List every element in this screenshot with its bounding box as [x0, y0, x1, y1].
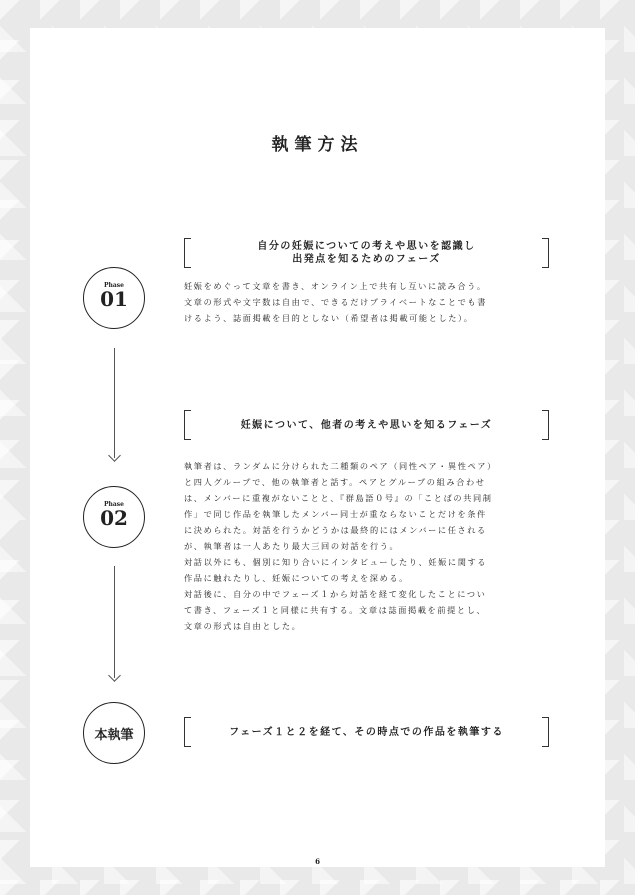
final-writing-label: 本執筆 [94, 727, 134, 743]
arrow-down-icon [108, 449, 121, 462]
phase-02-body-line: 作品に触れたりし、妊娠についての考えを深める。 [184, 573, 409, 583]
phase-02-body-line: は、メンバーに重複がないことと、『群島語０号』の「ことばの共同制 [184, 493, 493, 503]
phase-01-heading-line2: 出発点を知るためのフェーズ [292, 254, 441, 265]
phase-02-body-line: て書き、フェーズ１と同様に共有する。文章は誌面掲載を前提とし、 [184, 605, 487, 615]
phase-02-body-line: 対話後に、自分の中でフェーズ１から対話を経て変化したことについ [184, 589, 487, 599]
connector-line-1 [114, 348, 115, 458]
phase-01-body-line: 文章の形式や文字数は自由で、できるだけプライベートなことでも書 [184, 297, 488, 307]
phase-01-number: 01 [100, 287, 128, 311]
phase-02-body [184, 458, 552, 634]
final-heading: フェーズ１と２を経て、その時点での作品を執筆する [229, 726, 504, 738]
connector-line-2 [114, 566, 115, 678]
phase-02-label: Phase [104, 501, 124, 508]
phase-01-label: Phase [104, 282, 124, 289]
phase-02-body-line: が、執筆者は一人あたり最大三回の対話を行う。 [184, 541, 400, 551]
final-heading-bracket [184, 717, 549, 747]
page-number: 6 [315, 857, 320, 866]
final-writing-badge [83, 702, 145, 764]
phase-01-body [184, 278, 552, 326]
phase-02-body-line: に決められた。対話を行うかどうかは最終的にはメンバーに任される [184, 525, 487, 535]
arrow-down-icon [108, 669, 121, 682]
phase-02-heading: 妊娠について、他者の考えや思いを知るフェーズ [240, 419, 493, 431]
phase-02-badge [83, 486, 145, 548]
phase-02-body-line: 文章の形式は自由とした。 [184, 621, 302, 631]
phase-01-heading-line1: 自分の妊娠についての考えや思いを認識し [257, 241, 476, 252]
phase-02-heading-bracket [184, 410, 549, 440]
phase-02-body-line: 作」で同じ作品を執筆したメンバー同士が重ならないことだけを条件 [184, 509, 487, 519]
page-title: 執筆方法 [271, 135, 364, 155]
phase-01-heading-bracket [184, 238, 549, 268]
phase-02-body-line: 執筆者は、ランダムに分けられた二種類のペア（同性ペア・異性ペア） [184, 461, 497, 471]
phase-02-body-line: と四人グループで、他の執筆者と話す。ペアとグループの組み合わせ [184, 477, 486, 487]
phase-02-number: 02 [100, 506, 128, 530]
phase-01-badge [83, 267, 145, 329]
document-page [30, 28, 605, 867]
phase-01-body-line: 妊娠をめぐって文章を書き、オンライン上で共有し互いに読み合う。 [184, 281, 487, 291]
phase-02-body-line: 対話以外にも、個別に知り合いにインタビューしたり、妊娠に関する [184, 557, 488, 567]
phase-01-body-line: けるよう、誌面掲載を目的としない（希望者は掲載可能とした）。 [184, 313, 474, 323]
